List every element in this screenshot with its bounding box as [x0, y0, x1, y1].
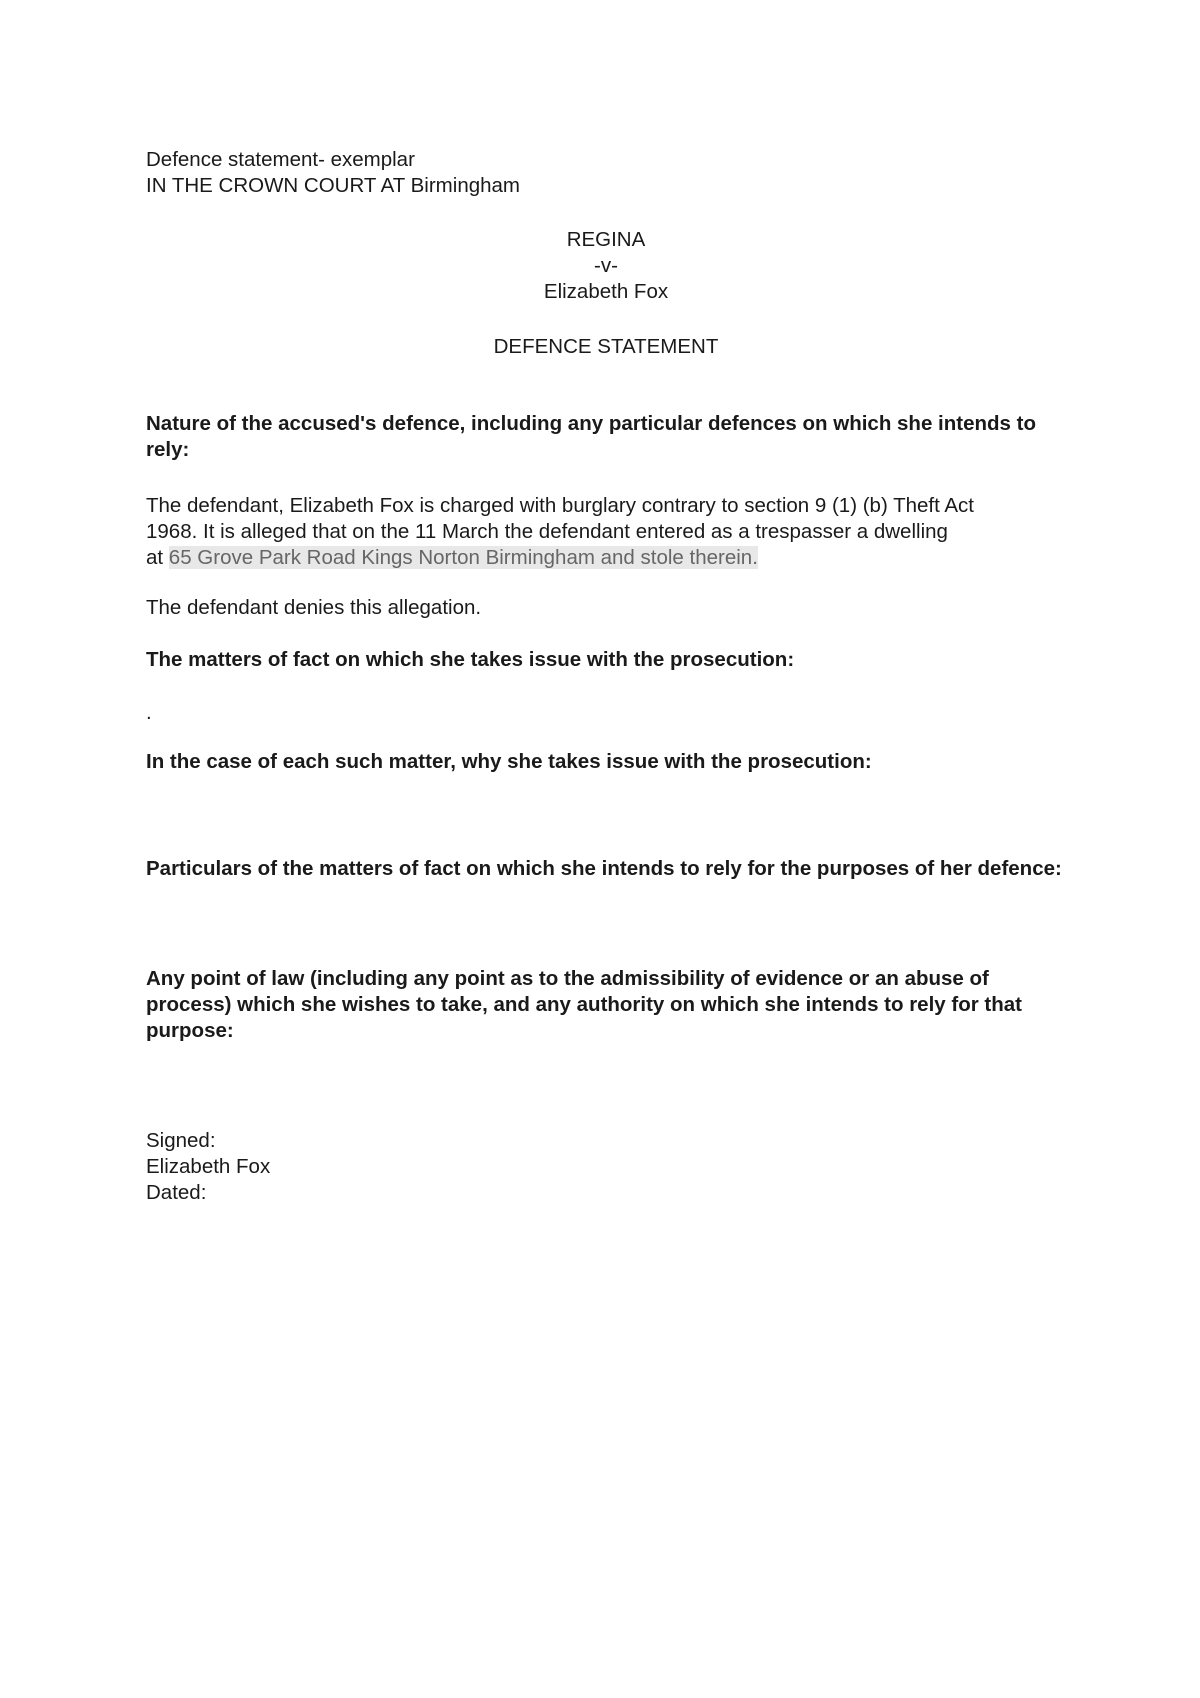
signature-block	[146, 1128, 1066, 1206]
court-line: IN THE CROWN COURT AT Birmingham	[146, 174, 520, 197]
document-header	[146, 147, 1066, 199]
defendant-name: Elizabeth Fox	[543, 280, 669, 303]
charge-line-3-prefix: at	[146, 546, 169, 569]
particulars-heading: Particulars of the matters of fact on which she intends to rely for the purposes of her defence:	[146, 857, 1062, 880]
nature-heading: Nature of the accused's defence, including any particular defences on which she intends to rely:	[146, 412, 1036, 461]
address-highlight: 65 Grove Park Road Kings Norton Birmingham and stole therein.	[168, 546, 758, 569]
charge-line-2: 1968. It is alleged that on the 11 March the defendant entered as a trespasser a dwelling	[146, 520, 948, 543]
prosecution-name: REGINA	[566, 228, 646, 251]
charge-paragraph	[146, 493, 1066, 571]
statement-title: DEFENCE STATEMENT	[493, 335, 719, 358]
dated-label: Dated:	[146, 1181, 207, 1204]
matters-heading: The matters of fact on which she takes issue with the prosecution:	[146, 648, 795, 671]
case-caption	[146, 227, 1066, 305]
matters-body: .	[146, 701, 152, 724]
doc-title: Defence statement- exemplar	[146, 148, 415, 171]
why-heading: In the case of each such matter, why she takes issue with the prosecution:	[146, 750, 872, 773]
denial-text: The defendant denies this allegation.	[146, 596, 482, 619]
signed-label: Signed:	[146, 1129, 216, 1152]
signatory-name: Elizabeth Fox	[146, 1155, 271, 1178]
law-heading: Any point of law (including any point as to the admissibility of evidence or an abuse of process) which she wishes to take, and any authority on which she intends to rely for that purpose:	[146, 967, 1022, 1042]
charge-line-1: The defendant, Elizabeth Fox is charged with burglary contrary to section 9 (1) (b) Theft Act	[146, 494, 975, 517]
versus-line: -v-	[594, 254, 618, 277]
charge-line-3	[146, 545, 1066, 571]
